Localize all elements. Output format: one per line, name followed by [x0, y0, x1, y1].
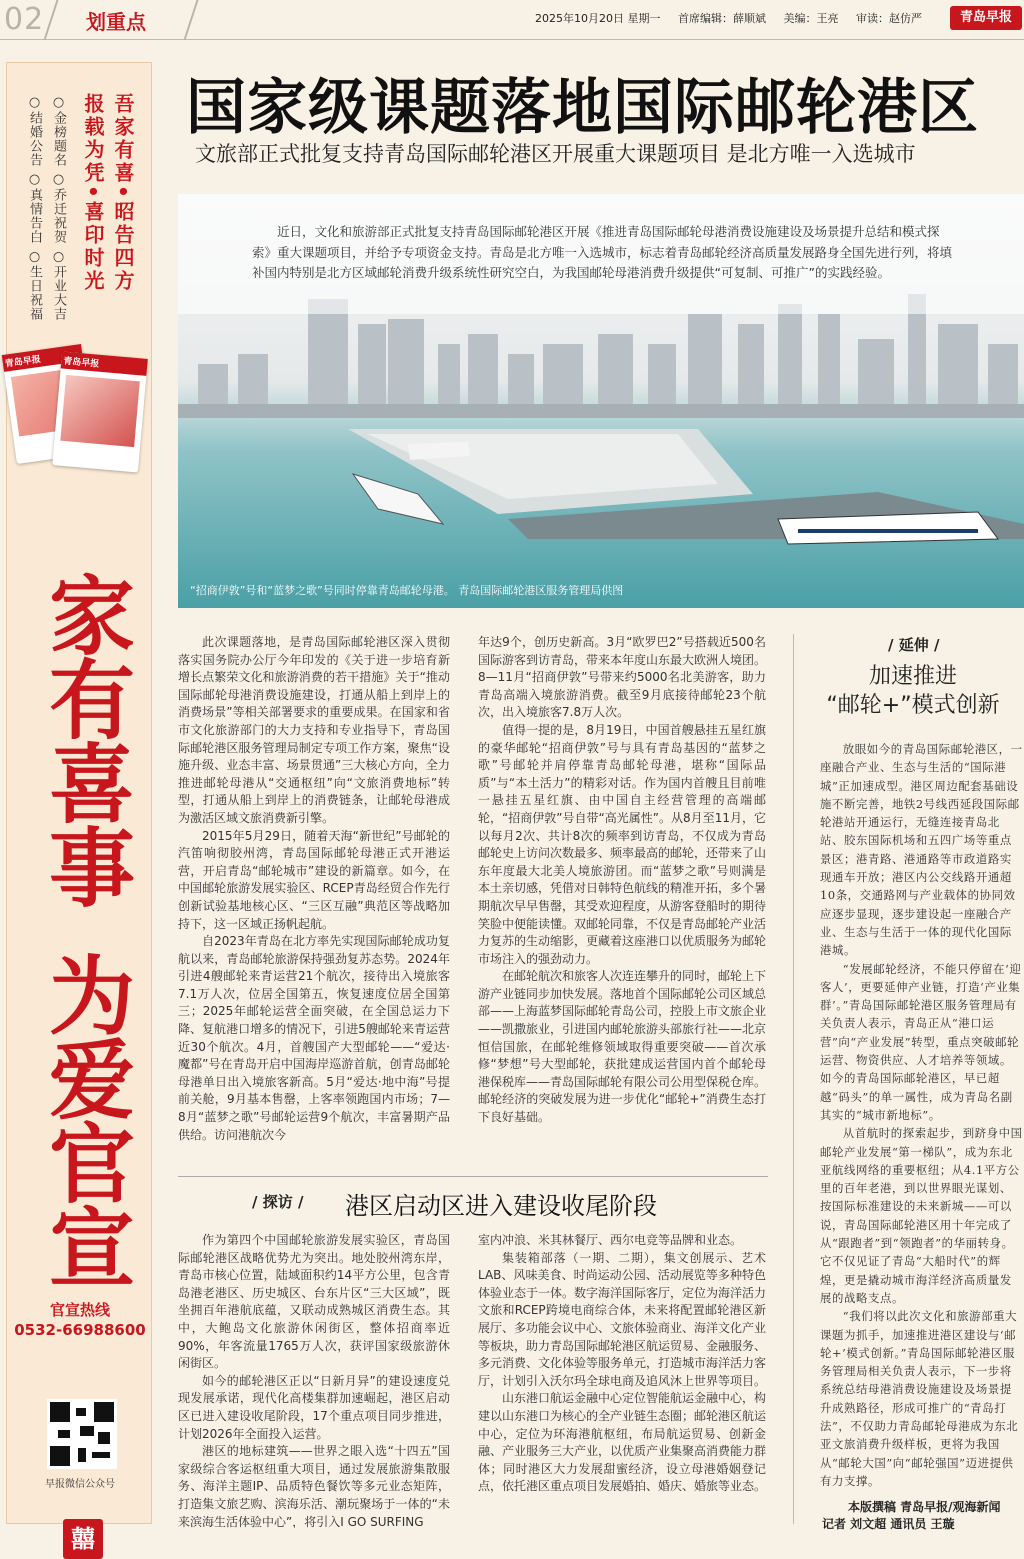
chief-editor: 首席编辑：薛顺斌 — [678, 12, 766, 25]
slogan — [29, 563, 139, 1295]
column-divider — [793, 634, 794, 1524]
extension-label: / 延伸 / — [888, 636, 940, 654]
hotline-number: 0532-66988600 — [14, 1321, 146, 1339]
article-column-2 — [478, 634, 766, 1164]
designer: 美编：王亮 — [783, 12, 839, 25]
extension-title — [808, 662, 1018, 720]
reviewer: 审读：赵仿严 — [856, 12, 922, 25]
ad-services-2: ○结婚公告 ○真情告白 ○生日祝福 — [27, 95, 42, 322]
paragraph: 值得一提的是，8月19日，中国首艘悬挂五星红旗的豪华邮轮“招商伊敦”号与具有青岛基因的“蓝梦之歌”号邮轮并肩停靠青岛邮轮母港，堪称“国际品质”与“本土活力”的精彩对话。作为国内首艘且目前唯一悬挂五星红旗、由中国自主经营管理的高端邮轮，“招商伊敦”号自带“高光属性”。从8月至11月，它以每月2次、共计8次的频率到访青岛，不仅成为青岛邮轮史上访问次数最多、频率最高的邮轮，还带来了山东年度最大北美人境旅游团。而“蓝梦之歌”号则满是本土亲切感，凭借对日韩特色航线的精准开拓，多个暑期航次早早售罄，其受欢迎程度，从游客登船时的期待笑脸中便能读懂。双邮轮同靠，不仅是青岛邮轮产业活力复苏的生动缩影，更藏着这座港口以优质服务为邮轮市场注入的强劲动力。 — [478, 722, 766, 966]
paragraph: 放眼如今的青岛国际邮轮港区，一座融合产业、生态与生活的“国际港城”正加速成型。港区周边配套基础设施不断完善，地铁2号线西延段国际邮轮港站开通运行，无缝连接青岛北站、胶东国际机场和五四广场等重点景区；港青路、港通路等市政道路实现通车开放；港区内公交线路开通超10条，交通路网与产业载体的协同效应逐步显现，逐步建设起一座融合产业、生态与生活于一体的现代化国际港城。 — [820, 742, 1023, 958]
ad-line-1: 吾家有喜•昭告四方 — [111, 93, 135, 293]
slogan-top: 家有喜事 — [34, 571, 134, 907]
byline-source: 本版撰稿 青岛早报/观海新闻 — [848, 1500, 1001, 1514]
paragraph: 室内冲浪、米其林餐厅、西尔电竞等品牌和业态。 — [478, 1233, 743, 1247]
mini-photo — [60, 375, 139, 447]
extension-title-line-1: 加速推进 — [868, 664, 957, 689]
paragraph: 2015年5月29日，随着天海“新世纪”号邮轮的汽笛响彻胶州湾，青岛国际邮轮母港正式开港运营，开启青岛“邮轮城市”建设的新篇章。如今，在中国邮轮旅游发展实验区、RCEP青岛经贸合作先行创新试验基地核心区、“三区互融”典范区等战略加持下，这一区域正扬帆起航。 — [178, 828, 450, 931]
paragraph: 在邮轮航次和旅客人次连连攀升的同时，邮轮上下游产业链同步加快发展。落地首个国际邮轮公司区域总部——上海蓝梦国际邮轮青岛公司，控股上市文旅企业——凯撒旅业，引进国内邮轮旅游头部旅行社——北京恒信国旅，在邮轮维修领域取得重要突破——首次承修“梦想”号大型邮轮，获批建成运营国内首个邮轮母港保税库——青岛国际邮轮有限公司公用型保税仓库。邮轮经济的突破发展为进一步优化“邮轮+”消费生态打下良好基础。 — [478, 969, 766, 1125]
article-column-3 — [178, 1232, 450, 1528]
wedding-announcement-ad — [4, 62, 152, 1553]
section2-title: 港区启动区进入建设收尾阶段 — [345, 1192, 657, 1220]
photo-caption: “招商伊敦”号和“蓝梦之歌”号同时停靠青岛邮轮母港。 青岛国际邮轮港区服务管理局供图 — [190, 584, 624, 597]
mini-newspaper — [52, 351, 148, 472]
extension-label-text: 延伸 — [898, 636, 929, 654]
paragraph: 从首航时的探索起步，到跻身中国邮轮产业发展“第一梯队”，成为东北亚航线网络的重要枢纽；从4.1平方公里的百年老港，到以世界眼光谋划、按国际标准建设的未来新城——可以说，青岛国际邮轮港区用十年完成了从“跟跑者”到“领跑者”的华丽转身。它不仅见证了青岛“大船时代”的辉煌，更是撬动城市海洋经济高质量发展的战略支点。 — [820, 1126, 1023, 1305]
paragraph: 如今的邮轮港区正以“日新月异”的建设速度兑现发展承诺，现代化高楼集群加速崛起，港区启动区已进入建设收尾阶段，17个重点项目同步推进，计划2026年全面投入运营。 — [178, 1373, 450, 1441]
paragraph: “发展邮轮经济，不能只停留在‘迎客人’，更要延伸产业链，打造‘产业集群’。”青岛国际邮轮港区服务管理局有关负责人表示，青岛正从“港口运营”向“产业发展”转型，重点突破邮轮运营、物资供应、人才培养等领域。如今的青岛国际邮轮港区，早已超越“码头”的单一属性，成为青岛名副其实的“城市新地标”。 — [820, 961, 1022, 1122]
article-column-1 — [178, 634, 450, 1164]
header-divider — [184, 0, 199, 40]
byline-reporters: 记者 刘文超 通讯员 王璇 — [822, 1517, 955, 1531]
paragraph: 山东港口航运金融中心定位智能航运金融中心，构建以山东港口为核心的全产业链生态圈；邮轮港区航运中心，定位为环海港航枢纽，布局航运贸易、创新金融、产业服务三大产业，以优质产业集聚高消费能力群体；同时港区大力发展甜蜜经济，设立母港婚姻登记点，依托港区重点项目发展婚拍、婚庆、婚旅等业态。 — [478, 1391, 766, 1494]
issue-date: 2025年10月20日 星期一 — [535, 12, 661, 25]
header-divider — [44, 0, 59, 40]
subheadline: 文旅部正式批复支持青岛国际邮轮港区开展重大课题项目 是北方唯一入选城市 — [195, 142, 916, 166]
section-title: 划重点 — [86, 10, 146, 34]
lead-paragraph: 近日，文化和旅游部正式批复支持青岛国际邮轮港区开展《推进青岛国际邮轮母港消费设施建设及场景提升总结和模式探索》重大课题项目，并给予专项资金支持。青岛是北方唯一入选城市，标志着青岛邮轮经济高质量发展路身全国先进行列，将填补国内特别是北方区域邮轮消费升级系统性研究空白，为我国邮轮母港消费升级提供“可复制、可推广”的实践经验。 — [252, 224, 953, 280]
hotline-label: 官宣热线 — [49, 1301, 110, 1319]
mini-masthead: 青岛早报 — [61, 351, 148, 375]
page-number: 02 — [4, 2, 45, 37]
paragraph: 港区的地标建筑——世界之眼入选“十四五”国家级综合客运枢纽重大项目，通过发展旅游集散服务、海洋主题IP、品质特色餐饮等多元业态矩阵，打造集文旅艺购、滨海乐活、潮玩聚场于一体的“未来滨海生活体验中心”，将引入I GO SURFING — [178, 1444, 450, 1528]
paragraph: 自2023年青岛在北方率先实现国际邮轮成功复航以来，青岛邮轮旅游保持强劲复苏态势。2024年引进4艘邮轮来青运营21个航次，接待出入境旅客7.1万人次，位居全国第五，恢复速度位居全国第三；2025年邮轮运营全面突破，在全国总运力下降、复航港口增多的情况下，引进5艘邮轮来青运营近30个航次。4月，首艘国产大型邮轮——“爱达·魔都”号在青岛开启中国海岸巡游首航，创青岛邮轮母港单日出入境旅客新高。5月“爱达·地中海”号提前关舱，9月基本售罄，上客率领跑国内市场；7—8月“蓝梦之歌”号邮轮运营9个航次，丰富暑期产品供给。访问港航次今 — [178, 934, 450, 1142]
ad-line-2: 报载为凭•喜印时光 — [81, 93, 105, 293]
newspaper-logo: 青岛早报 — [950, 6, 1022, 30]
qr-caption: 早报微信公众号 — [45, 1479, 115, 1490]
page-header — [0, 0, 1024, 40]
section-rule — [178, 1176, 768, 1177]
paragraph: 年达9个，创历史新高。3月“欧罗巴2”号搭载近500名国际游客到访青岛，带来本年度山东最大欧洲人境团。8—11月“招商伊敦”号带来约5000名北美游客，助力青岛高端入境旅游消费。截至9月底接待邮轮23个航次，出入境旅客7.8万人次。 — [478, 635, 766, 720]
extension-body — [820, 740, 1023, 1492]
paragraph: 作为第四个中国邮轮旅游发展实验区，青岛国际邮轮港区战略优势尤为突出。地处胶州湾东岸，青岛市核心位置，陆域面积约14平方公里，包含青岛港老港区、历史城区、台东片区“三大区域”，既坐拥百年港航底蕴，又联动成熟城区消费生态。其中，大鲍岛文化旅游休闲街区，整体招商率近90%，年客流量1765万人次，获评国家级旅游休闲街区。 — [178, 1233, 450, 1371]
paragraph: “我们将以此次文化和旅游部重大课题为抓手，加速推进港区建设与‘邮轮+’模式创新。”青岛国际邮轮港区服务管理局相关负责人表示，下一步将系统总结母港消费设施建设及场景提升成熟路径，形成可推广的“青岛打法”，不仅助力青岛邮轮母港成为东北亚文旅消费升级样板，更将为我国从“邮轮大国”向“邮轮强国”迈进提供有力支撑。 — [820, 1309, 1019, 1488]
extension-title-line-2: “邮轮+”模式创新 — [826, 693, 1000, 718]
section2-label: / 探访 / — [252, 1193, 304, 1211]
double-happiness-seal: 囍 — [63, 1519, 103, 1559]
section2-label-text: 探访 — [262, 1193, 293, 1211]
ad-services-1: ○金榜题名 ○乔迁祝贺 ○开业大吉 — [51, 95, 66, 322]
headline: 国家级课题落地国际邮轮港区 — [186, 73, 979, 143]
qr-code — [47, 1399, 117, 1469]
mini-masthead: 青岛早报 — [2, 344, 84, 372]
paragraph: 集装箱部落（一期、二期），集文创展示、艺术LAB、风味美食、时尚运动公园、活动展览等多种特色体验业态于一体。数字海洋国际客厅，定位为海洋活力文旅和RCEP跨境电商综合体，未来将配置邮轮港区新展厅、多功能会议中心、文旅体验商业、海洋文化产业等板块，助力青岛国际邮轮港区航运贸易、金融服务、多元消费、文化体验等服务单元，打造城市海洋活力客厅，计划引入沃尔玛全球电商及追风沐上世界等项目。 — [478, 1250, 766, 1388]
edition-meta — [535, 10, 936, 26]
slogan-bottom: 为爱官宣 — [34, 951, 134, 1287]
article-column-4 — [478, 1232, 766, 1528]
paragraph: 此次课题落地，是青岛国际邮轮港区深入贯彻落实国务院办公厅今年印发的《关于进一步培育新增长点繁荣文化和旅游消费的若干措施》关于“推动国际邮轮母港消费设施建设，打通从船上到岸上的消费场景”等相关部署要求的重要成果。在国家和省市文化旅游部门的大力支持和专业指导下，青岛国际邮轮港区服务管理局制定专项工作方案，聚焦“设施升级、业态丰富、场景贯通”三大核心方向，全力推进邮轮母港从“交通枢纽”向“文旅消费地标”转型，打通从船上到岸上的消费链条，让邮轮母港成为激活区域文旅消费新引擎。 — [178, 635, 450, 825]
